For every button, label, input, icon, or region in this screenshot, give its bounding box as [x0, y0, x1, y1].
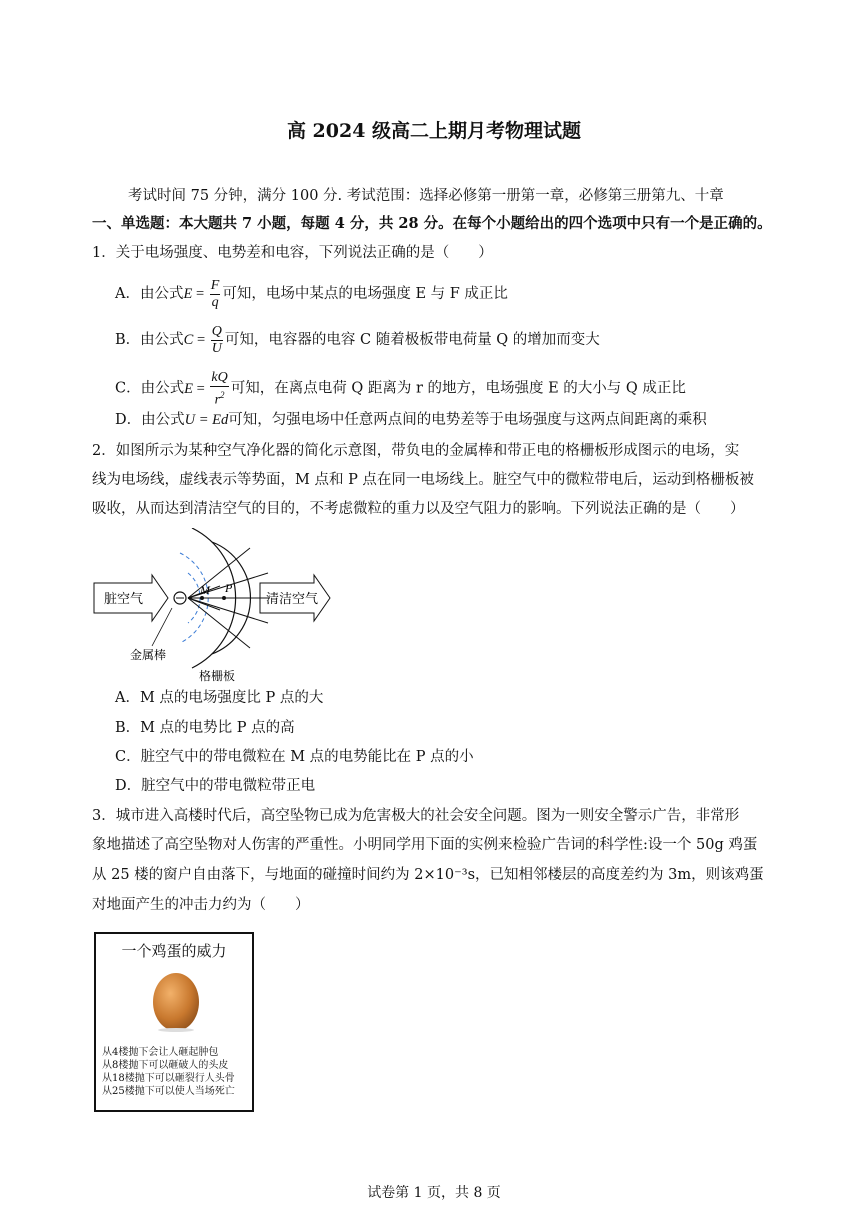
q1-a-suffix: 可知，电场中某点的电场强度 E 与 F 成正比: [222, 285, 508, 302]
q1-d-formula: U = Ed: [184, 412, 229, 428]
q2-option-b[interactable]: B．M 点的电势比 P 点的高: [115, 720, 295, 736]
q2-option-c[interactable]: C．脏空气中的带电微粒在 M 点的电势能比在 P 点的小: [115, 749, 474, 765]
q2-line2: 线为电场线，虚线表示等势面，M 点和 P 点在同一电场线上。脏空气中的微粒带电后，运动到格栅板被: [92, 472, 754, 488]
grid-plate-label: 格栅板: [199, 669, 236, 683]
q1-option-a[interactable]: [115, 278, 508, 311]
exam-info: 考试时间 75 分钟，满分 100 分. 考试范围：选择必修第一册第一章，必修第三册第九、十章: [128, 188, 724, 204]
q3-line3: 从 25 楼的窗户自由落下，与地面的碰撞时间约为 2×10⁻³s，已知相邻楼层的高度差约为 3m，则该鸡蛋: [92, 867, 764, 883]
poster-text-block: [102, 1046, 235, 1098]
metal-rod-leader: [152, 608, 172, 646]
q3-line4: 对地面产生的冲击力约为（ ）: [92, 897, 310, 913]
q2-option-a[interactable]: A．M 点的电场强度比 P 点的大: [115, 690, 324, 706]
q1-d-suffix: 可知，匀强电场中任意两点间的电势差等于电场强度与这两点间距离的乘积: [228, 412, 707, 428]
q2-line1: 2．如图所示为某种空气净化器的简化示意图，带负电的金属棒和带正电的格栅板形成图示的电场，实: [92, 443, 740, 459]
q3-line2: 象地描述了高空坠物对人伤害的严重性。小明同学用下面的实例来检验广告词的科学性:设一个 50g 鸡蛋: [92, 837, 758, 853]
q2-option-d[interactable]: D．脏空气中的带电微粒带正电: [115, 778, 316, 794]
q1-b-suffix: 可知，电容器的电容 C 随着极板带电荷量 Q 的增加而变大: [224, 331, 600, 348]
section-heading: 一、单选题：本大题共 7 小题，每题 4 分，共 28 分。在每个小题给出的四个选项中只有一个是正确的。: [92, 215, 772, 232]
page-footer: 试卷第 1 页，共 8 页: [367, 1185, 501, 1201]
page-title: 高 2024 级高二上期月考物理试题: [286, 120, 582, 142]
q1-c-formula: E = $\frac{kQ}{r^2}$: [184, 370, 228, 408]
poster-line: 从4楼抛下会让人砸起肿包: [102, 1047, 219, 1058]
poster-line: 从8楼抛下可以砸破人的头皮: [102, 1060, 229, 1071]
q1-option-b[interactable]: [115, 324, 600, 357]
q1-stem: 1．关于电场强度、电势差和电容，下列说法正确的是（ ）: [92, 245, 493, 261]
q2-line3: 吸收，从而达到清洁空气的目的，不考虑微粒的重力以及空气阻力的影响。下列说法正确的是（ ）: [92, 501, 745, 517]
q1-b-formula: C = $\frac{Q}{U}$: [183, 324, 222, 356]
q1-d-prefix: D．由公式: [115, 412, 185, 428]
egg-warning-poster: [94, 932, 254, 1112]
q1-a-formula: E = $\frac{F}{q}$: [183, 278, 220, 310]
q1-c-suffix: 可知，在离点电荷 Q 距离为 r 的地方，电场强度 E 的大小与 Q 成正比: [230, 380, 686, 397]
egg-icon: [151, 968, 201, 1032]
air-purifier-diagram: [92, 528, 342, 688]
metal-rod-label: 金属棒: [130, 648, 167, 662]
q1-b-prefix: B．由公式: [115, 331, 184, 348]
poster-title: 一个鸡蛋的威力: [121, 942, 227, 960]
poster-line: 从18楼抛下可以砸裂行人头骨: [102, 1073, 235, 1084]
q1-option-d[interactable]: [115, 410, 707, 430]
dirty-air-label: 脏空气: [104, 592, 144, 607]
point-p-label: P: [225, 581, 233, 595]
point-p: [222, 596, 226, 600]
q3-line1: 3．城市进入高楼时代后，高空坠物已成为危害极大的社会安全问题。图为一则安全警示广告，非常形: [92, 808, 740, 824]
q1-a-prefix: A．由公式: [115, 285, 184, 302]
clean-air-label: 清洁空气: [266, 592, 319, 607]
poster-line: 从25楼抛下可以使人当场死亡: [102, 1086, 235, 1097]
q1-option-c[interactable]: [115, 370, 686, 409]
q1-c-prefix: C．由公式: [115, 380, 185, 397]
point-m-label: M: [200, 583, 210, 597]
